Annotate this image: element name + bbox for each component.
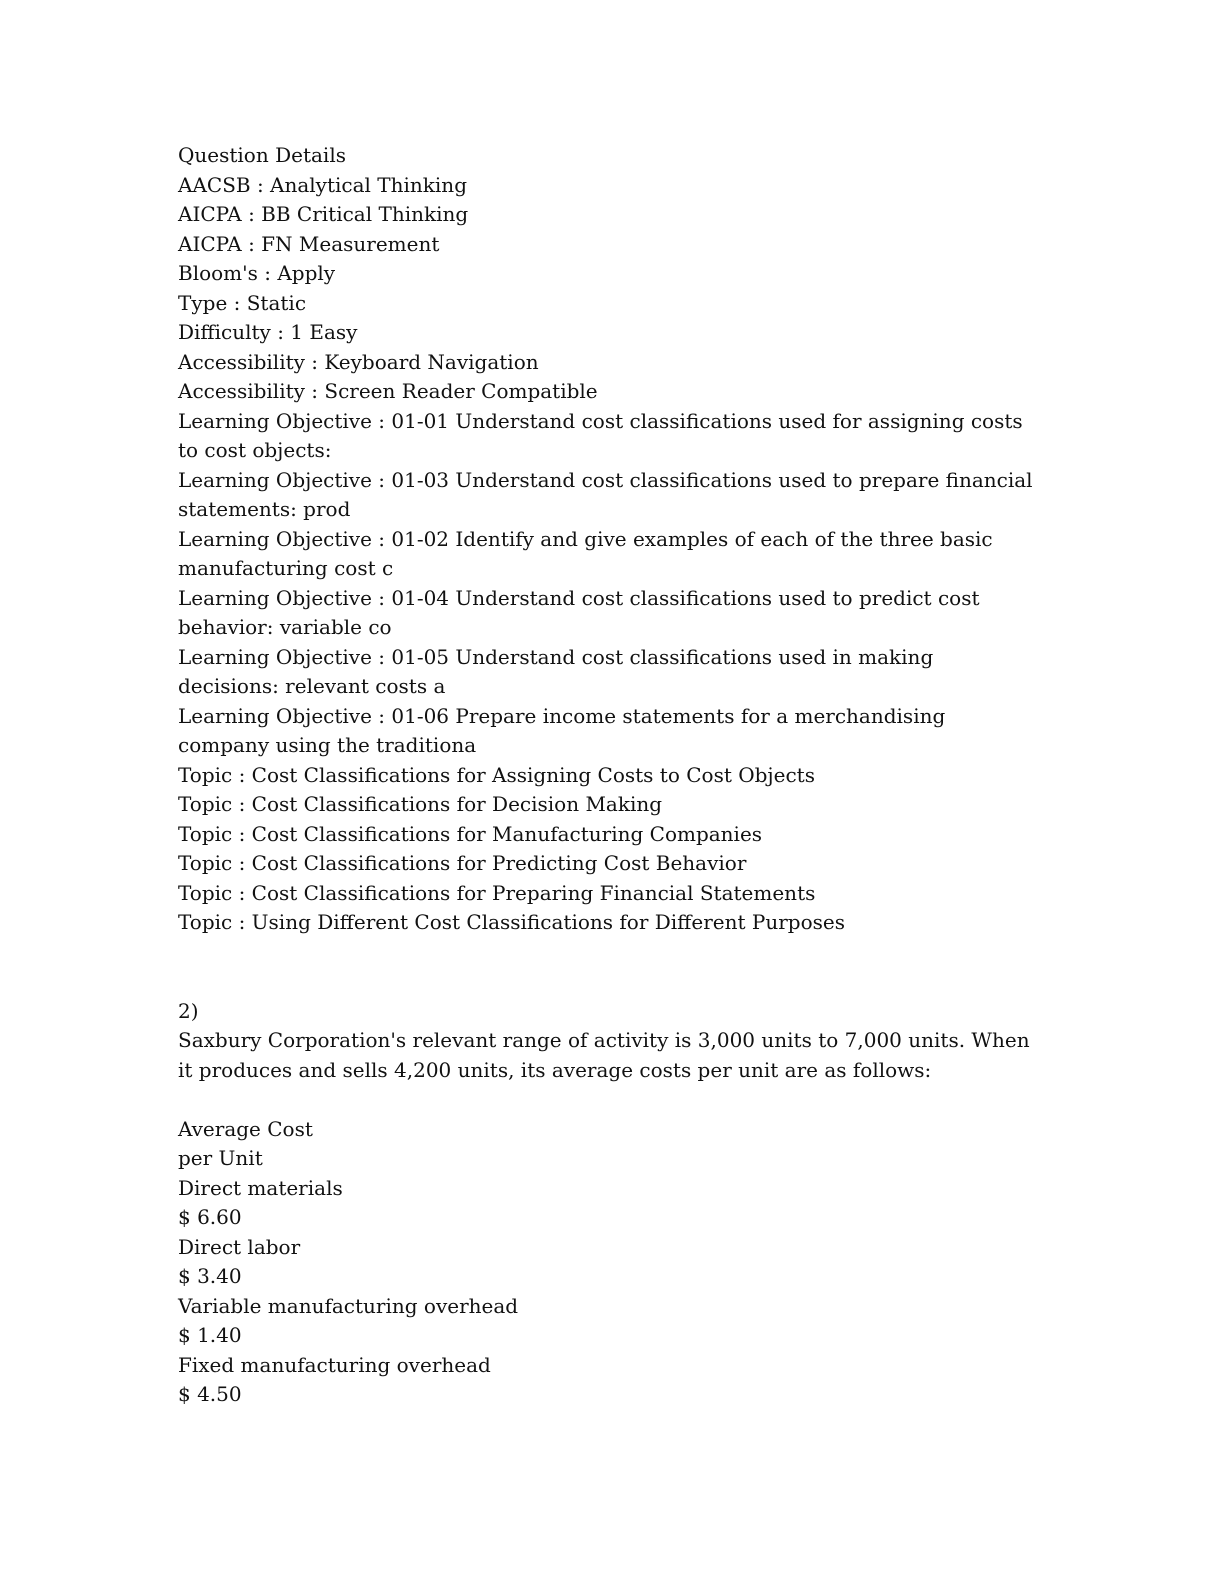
cost-item-value: $ 6.60 <box>178 1205 242 1229</box>
question-text: Saxbury Corporation's relevant range of activity is 3,000 units to 7,000 units. When it produces and sells 4,200 units, its average costs per unit are as follows: <box>178 1028 1036 1082</box>
cost-item-label: Variable manufacturing overhead <box>178 1293 519 1318</box>
question-details-heading: Question Details <box>178 143 346 167</box>
topic-line: Topic : Cost Classifications for Assigning Costs to Cost Objects <box>178 762 815 787</box>
cost-item-label: Direct labor <box>178 1234 301 1259</box>
cost-item-label: Direct materials <box>178 1175 343 1200</box>
cost-item-value: $ 3.40 <box>178 1264 242 1288</box>
cost-table-header: Average Cost per Unit <box>178 1116 320 1170</box>
learning-objective-line: Learning Objective : 01-03 Understand cost classifications used to prepare financial statements: prod <box>178 467 1039 521</box>
detail-line: Bloom's : Apply <box>178 261 336 285</box>
detail-line: Accessibility : Keyboard Navigation <box>178 349 539 374</box>
topic-line: Topic : Cost Classifications for Preparing Financial Statements <box>178 880 816 905</box>
cost-item-label: Fixed manufacturing overhead <box>178 1352 491 1377</box>
document-content <box>178 141 1038 1410</box>
topic-line: Topic : Cost Classifications for Predicting Cost Behavior <box>178 851 747 875</box>
learning-objective-line: Learning Objective : 01-02 Identify and give examples of each of the three basic manufacturing cost c <box>178 526 999 580</box>
detail-line: AICPA : BB Critical Thinking <box>178 202 469 226</box>
section-spacer <box>178 938 1038 997</box>
topic-line: Topic : Using Different Cost Classifications for Different Purposes <box>178 910 845 934</box>
learning-objective-line: Learning Objective : 01-01 Understand cost classifications used for assigning costs to cost objects: <box>178 408 1030 462</box>
question-number: 2) <box>178 998 199 1023</box>
detail-line: AACSB : Analytical Thinking <box>178 172 467 197</box>
detail-line: Difficulty : 1 Easy <box>178 320 358 344</box>
detail-line: Accessibility : Screen Reader Compatible <box>178 379 598 403</box>
learning-objective-line: Learning Objective : 01-04 Understand cost classifications used to predict cost behavior: variable co <box>178 585 986 639</box>
cost-item-value: $ 1.40 <box>178 1323 242 1347</box>
learning-objective-line: Learning Objective : 01-06 Prepare income statements for a merchandising company using the traditiona <box>178 703 952 757</box>
topic-line: Topic : Cost Classifications for Decision Making <box>178 792 663 816</box>
paragraph-spacer <box>178 1085 1038 1115</box>
detail-line: Type : Static <box>178 290 307 315</box>
learning-objective-line: Learning Objective : 01-05 Understand cost classifications used in making decisions: relevant costs a <box>178 644 940 698</box>
topic-line: Topic : Cost Classifications for Manufacturing Companies <box>178 821 763 846</box>
detail-line: AICPA : FN Measurement <box>178 231 440 256</box>
cost-item-value: $ 4.50 <box>178 1382 242 1406</box>
